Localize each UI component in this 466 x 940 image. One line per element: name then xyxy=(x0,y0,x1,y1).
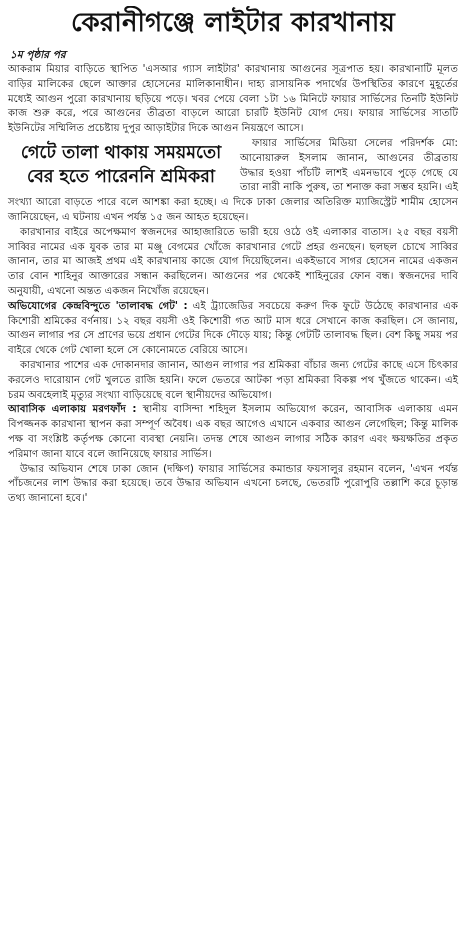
jump-line: ১ম পৃষ্ঠার পর xyxy=(10,49,66,61)
paragraph-1: আকরাম মিয়ার বাড়িতে স্থাপিত 'এসআর গ্যাস লাইটার' কারখানায় আগুনের সূত্রপাত হয়। কারখানাটি মূলত বাড়ির মালিকের ছেলে আক্তার হোসেনের মালিকানাধীন। দাহ্য রাসায়নিক পদার্থের উপস্থিতির কারণে মুহূর্তের মধ্যেই আগুন পুরো কারখানায় ছড়িয়ে পড়ে। খবর পেয়ে বেলা ১টা ১৬ মিনিটে ফায়ার সার্ভিসের তিনটি ইউনিট কাজ শুরু করে, পরে আগুনের তীব্রতা বাড়লে আরো চারটি ইউনিট যোগ দেয়। ফায়ার সার্ভিসের সাতটি ইউনিটের সম্মিলিত প্রচেষ্টায় দুপুর আড়াইটার দিকে আগুন নিয়ন্ত্রণে আসে। xyxy=(8,64,458,135)
paragraph-6 xyxy=(8,403,458,462)
headline: কেরানীগঞ্জে লাইটার কারখানায় xyxy=(70,8,395,38)
paragraph-7: উদ্ধার অভিযান শেষে ঢাকা জোন (দক্ষিণ) ফায়ার সার্ভিসের কমান্ডার ফয়সালুর রহমান বলেন, 'এখন পর্যন্ত পাঁচজনের লাশ উদ্ধার করা হয়েছে। তবে উদ্ধার অভিযান এখনো চলছে, ভেতরটি পুরোপুরি তল্লাশি করে চূড়ান্ত তথ্য জানানো হবে।' xyxy=(8,463,458,505)
subhead-residential-deathtrap: আবাসিক এলাকায় মরণফাঁদ : xyxy=(8,404,137,416)
paragraph-4 xyxy=(8,300,458,359)
pull-quote: গেটে তালা থাকায় সময়মতো বের হতে পারেননি শ্রমিকরা xyxy=(20,142,222,187)
paragraph-5: কারখানার পাশের এক দোকানদার জানান, আগুন লাগার পর শ্রমিকরা বাঁচার জন্য গেটের কাছে এসে চিৎকার করলেও দারোয়ান গেট খুলতে রাজি হয়নি। ফলে ভেতরে আটকা পড়া শ্রমিকরা বিকল্প পথ খুঁজতে থাকেন। এই চরম অবহেলাই মৃত্যুর সংখ্যা বাড়িয়েছে বলে স্থানীয়দের অভিযোগ। xyxy=(8,359,458,401)
paragraph-6-text: স্থানীয় বাসিন্দা শহিদুল ইসলাম অভিযোগ করেন, আবাসিক এলাকায় এমন বিপজ্জনক কারখানা স্থাপন করা সম্পূর্ণ অবৈধ। এক বছর আগেও এখানে একবার আগুন লেগেছিল; কিন্তু মালিক পক্ষ বা সংশ্লিষ্ট কর্তৃপক্ষ কোনো ব্যবস্থা নেয়নি। তদন্ত শেষে আগুন লাগার সঠিক কারণ এবং ক্ষয়ক্ষতির প্রকৃত পরিমাণ জানা যাবে বলে জানিয়েছে ফায়ার সার্ভিস। xyxy=(8,404,458,460)
paragraph-3: কারখানার বাইরে অপেক্ষমাণ স্বজনদের আহাজারিতে ভারী হয়ে ওঠে ওই এলাকার বাতাস। ২৫ বছর বয়সী সাব্বির নামের এক যুবক তার মা মঞ্জু বেগমের খোঁজে কারখানার গেটে প্রহর গুনছেন। ছলছল চোখে সাব্বির জানান, তার মা আজই প্রথম এই কারখানায় কাজে যোগ দিয়েছিলেন। একইভাবে সাগর হোসেন নামের একজন তার বোন শাহিনুর আক্তারের সন্ধান করছিলেন। আগুনের পর থেকেই শাহিনুরের ফোন বন্ধ। স্বজনদের দাবি অনুযায়ী, এখনো অন্তত একজন নিখোঁজ রয়েছেন। xyxy=(8,226,458,297)
paragraph-2: ফায়ার সার্ভিসের মিডিয়া সেলের পরিদর্শক মো: আনোয়ারুল ইসলাম জানান, আগুনের তীব্রতায় উদ্ধার হওয়া পাঁচটি লাশই এমনভাবে পুড়ে গেছে যে তারা নারী নাকি পুরুষ, তা শনাক্ত করা সম্ভব হয়নি। এই সংখ্যা আরো বাড়তে পারে বলে আশঙ্কা করা হচ্ছে। এ দিকে ঢাকা জেলার অতিরিক্ত ম্যাজিস্ট্রেট শামীম হোসেন জানিয়েছেন, এ ঘটনায় এখন পর্যন্ত ১৫ জন আহত হয়েছেন। xyxy=(8,137,458,223)
subhead-locked-gate: অভিযোগের কেন্দ্রবিন্দুতে 'তালাবদ্ধ গেট' : xyxy=(8,300,188,312)
paragraph-4-text: এই ট্র্যাজেডির সবচেয়ে করুণ দিক ফুটে উঠেছে কারখানার এক কিশোরী শ্রমিকের বর্ণনায়। ১২ বছর বয়সী ওই কিশোরী গত আট মাস ধরে সেখানে কাজ করছিল। সে জানায়, আগুন লাগার পর সে প্রাণের ভয়ে প্রধান গেটের দিকে দৌড়ে যায়; কিন্তু গেটটি তালাবদ্ধ ছিল। বেশ কিছু সময় পর বাইরে থেকে গেট খোলা হলে সে কোনোমতে বেরিয়ে আসে। xyxy=(8,300,458,357)
